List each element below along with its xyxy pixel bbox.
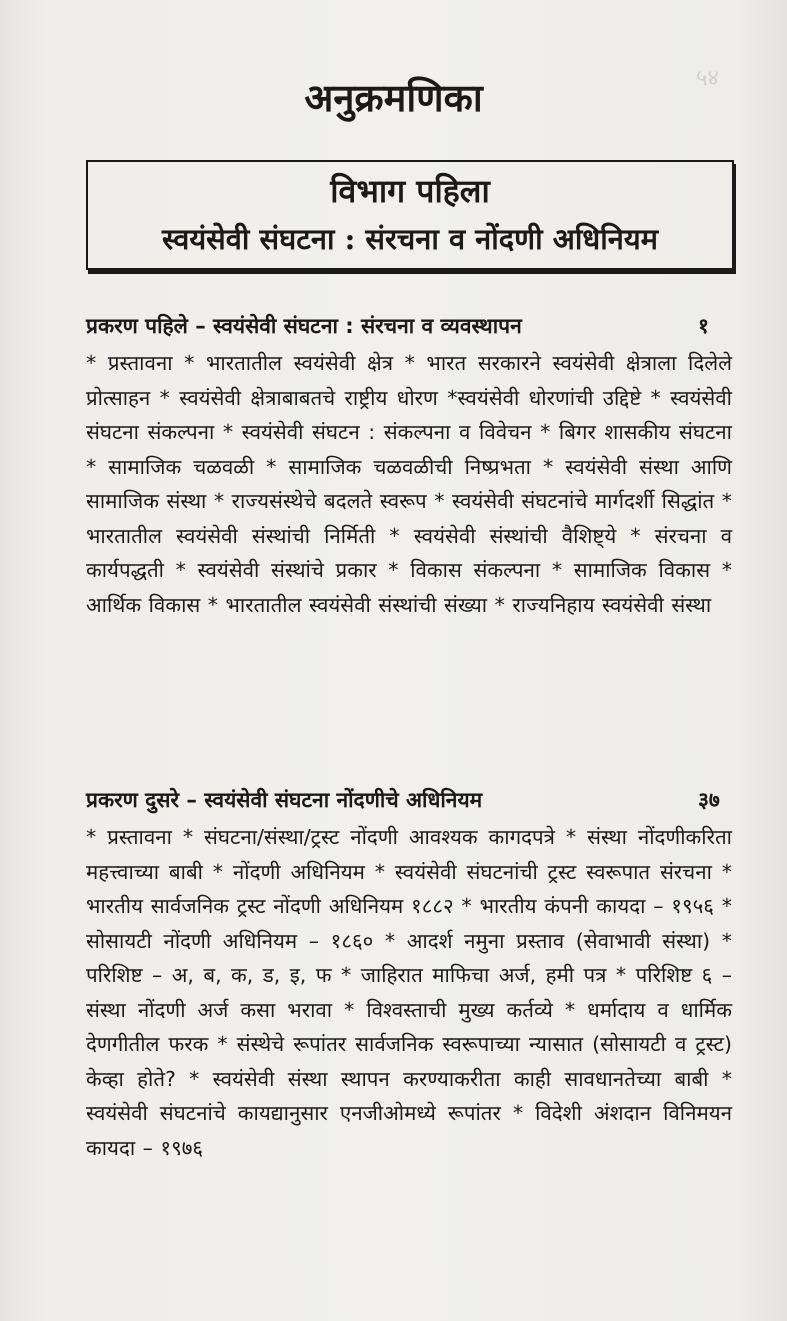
chapter-page-number: १ xyxy=(698,314,709,338)
section-title: स्वयंसेवी संघटना : संरचना व नोंदणी अधिनियम xyxy=(161,222,659,256)
chapter-heading xyxy=(86,780,736,820)
chapter-entry-1 xyxy=(86,306,736,622)
chapter-heading-text: प्रकरण दुसरे – स्वयंसेवी संघटना नोंदणीचे अधिनियम xyxy=(86,788,483,812)
chapter-topics: * प्रस्तावना * भारतातील स्वयंसेवी क्षेत्र * भारत सरकारने स्वयंसेवी क्षेत्राला दिलेले प्रोत्साहन * स्वयंसेवी क्षेत्राबाबतचे राष्ट्रीय धोरण *स्वयंसेवी धोरणांची उद्दिष्टे * स्वयंसेवी संघटना संकल्पना * स्वयंसेवी संघटन : संकल्पना व विवेचन * बिगर शासकीय संघटना * सामाजिक चळवळी * सामाजिक चळवळीची निष्प्रभता * स्वयंसेवी संस्था आणि सामाजिक संस्था * राज्यसंस्थेचे बदलते स्वरूप * स्वयंसेवी संघटनांचे मार्गदर्शी सिद्धांत * भारतातील स्वयंसेवी संस्थांची निर्मिती * स्वयंसेवी संस्थांची वैशिष्ट्ये * संरचना व कार्यपद्धती * स्वयंसेवी संस्थांचे प्रकार * विकास संकल्पना * सामाजिक विकास * आर्थिक विकास * भारतातील स्वयंसेवी संस्थांची संख्या * राज्यनिहाय स्वयंसेवी संस्था xyxy=(86,351,732,617)
chapter-page-number: ३७ xyxy=(698,788,720,812)
chapter-heading-text: प्रकरण पहिले – स्वयंसेवी संघटना : संरचना व व्यवस्थापन xyxy=(86,314,522,338)
bleed-through-page-number: ५४ xyxy=(696,66,719,91)
page-title: अनुक्रमणिका xyxy=(304,75,483,120)
chapter-heading xyxy=(86,306,736,346)
section-header-box xyxy=(86,160,734,270)
chapter-topics: * प्रस्तावना * संघटना/संस्था/ट्रस्ट नोंदणी आवश्यक कागदपत्रे * संस्था नोंदणीकरिता महत्त्वाच्या बाबी * नोंदणी अधिनियम * स्वयंसेवी संघटनांची ट्रस्ट स्वरूपात संरचना * भारतीय सार्वजनिक ट्रस्ट नोंदणी अधिनियम १८८२ * भारतीय कंपनी कायदा – १९५६ * सोसायटी नोंदणी अधिनियम – १८६० * आदर्श नमुना प्रस्ताव (सेवाभावी संस्था) * परिशिष्ट – अ, ब, क, ड, इ, फ * जाहिरात माफिचा अर्ज, हमी पत्र * परिशिष्ट ६ – संस्था नोंदणी अर्ज कसा भरावा * विश्वस्ताची मुख्य कर्तव्ये * धर्मादाय व धार्मिक देणगीतील फरक * संस्थेचे रूपांतर सार्वजनिक स्वरूपाच्या न्यासात (सोसायटी व ट्रस्ट) केव्हा होते? * स्वयंसेवी संस्था स्थापन करण्याकरीता काही सावधानतेच्या बाबी * स्वयंसेवी संघटनांचे कायद्यानुसार एनजीओमध्ये रूपांतर * विदेशी अंशदान विनिमयन कायदा – १९७६ xyxy=(86,825,732,1160)
chapter-entry-2 xyxy=(86,780,736,1165)
section-label: विभाग पहिला xyxy=(330,172,490,210)
